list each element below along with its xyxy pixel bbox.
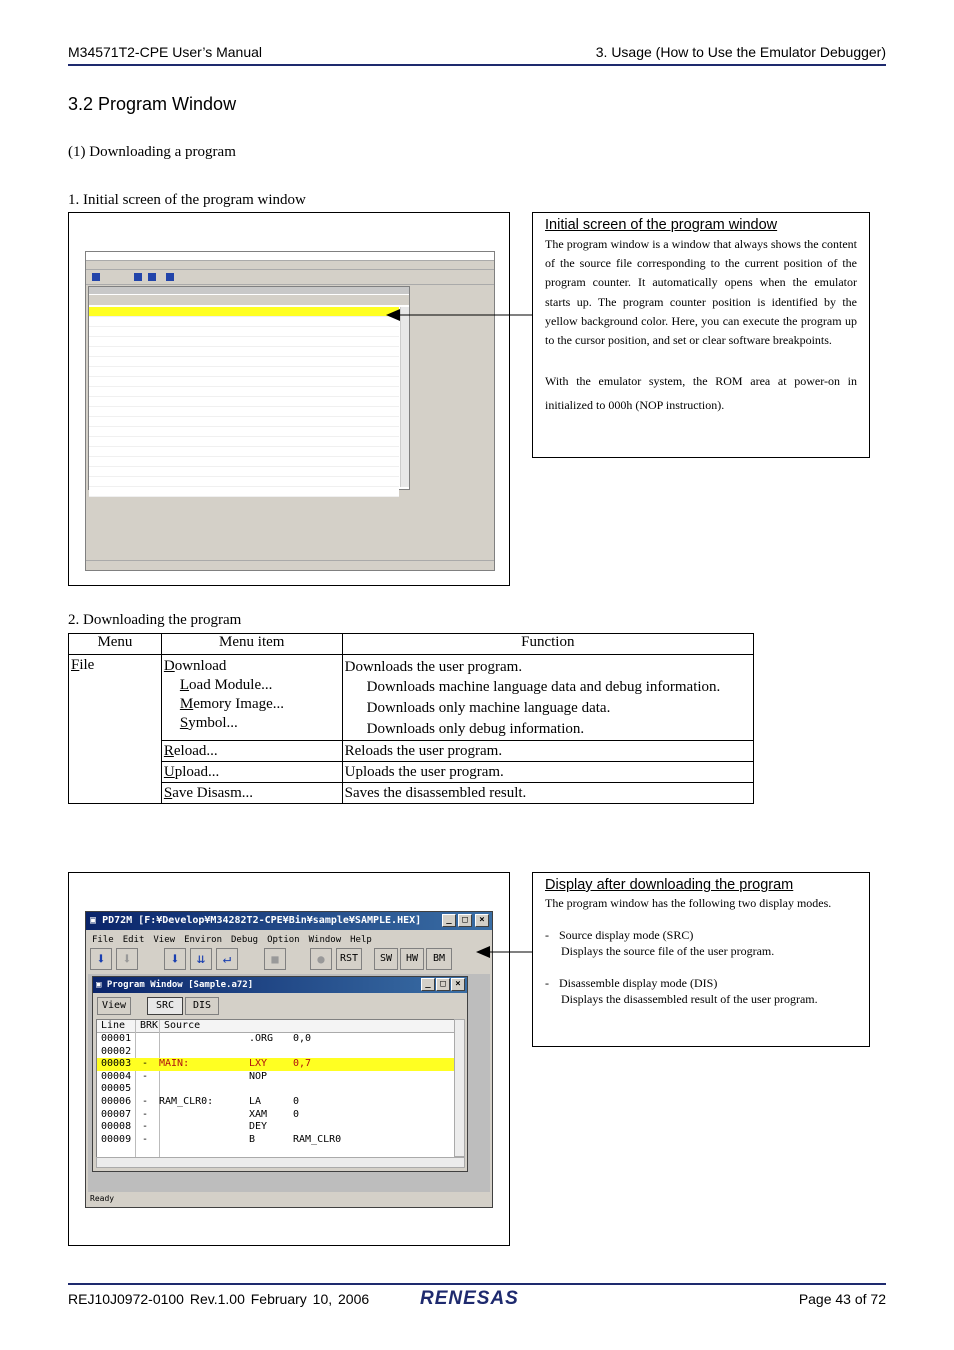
listing-row-small: [89, 467, 399, 477]
listing-row-small: [89, 407, 399, 417]
figure1-callout: [532, 212, 870, 458]
return-arrow-icon[interactable]: ↵: [216, 948, 238, 970]
listing-row[interactable]: [97, 1071, 455, 1084]
figure2-caption: 2. Downloading the program: [68, 612, 242, 628]
listing-brk: -: [142, 1108, 149, 1120]
figure1-callout-title: Initial screen of the program window: [545, 217, 778, 233]
listing-op: DEY: [249, 1121, 268, 1133]
status-bar: [88, 1193, 490, 1205]
menu-item-save-disasm: Save Disasm...: [161, 783, 342, 804]
listing-line: 00009: [101, 1133, 132, 1145]
table-header-function: Function: [342, 634, 753, 655]
section-title: 3.2 Program Window: [68, 94, 237, 114]
listing-arg: 0: [293, 1108, 300, 1120]
footer-rule: [68, 1283, 886, 1285]
column-brk: BRK: [140, 1020, 159, 1031]
menu-help[interactable]: Help: [350, 935, 372, 945]
listing-brk: -: [142, 1070, 149, 1082]
menu-option[interactable]: Option: [267, 935, 300, 945]
over-arrow-icon: [148, 273, 156, 281]
listing-brk: -: [142, 1096, 149, 1107]
app-window: [85, 911, 493, 1208]
figure3-callout-intro: The program window has the following two display modes.: [545, 896, 832, 910]
menu-debug[interactable]: Debug: [231, 935, 259, 945]
src-button[interactable]: SRC: [147, 997, 183, 1015]
listing-row-small: [89, 377, 399, 387]
listing-line: 00002: [101, 1045, 132, 1057]
over-arrow-icon[interactable]: ⇊: [190, 948, 212, 970]
listing-row[interactable]: [97, 1033, 455, 1046]
step-arrow-icon: [134, 273, 142, 281]
mode-dis-item: - Disassemble display mode (DIS) Displays the disassembled result of the user program.: [545, 975, 857, 1007]
program-window: [92, 976, 468, 1172]
listing-row[interactable]: [97, 1109, 455, 1122]
listing-op: XAM: [249, 1108, 268, 1120]
menu-environ[interactable]: Environ: [184, 935, 222, 945]
menu-item-upload: Upload...: [161, 762, 342, 783]
program-window-icon: ▣: [96, 980, 102, 990]
subsection-title: (1) Downloading a program: [68, 144, 236, 160]
step-arrow-icon[interactable]: ⬇: [164, 948, 186, 970]
app-icon: ▣: [90, 915, 97, 926]
menu-item-memory-image: Memory Image...: [179, 696, 285, 712]
header-manual-title: M34571T2-CPE User’s Manual: [68, 44, 263, 60]
program-window-titlebar: [93, 977, 467, 993]
listing-line: 00008: [101, 1121, 132, 1133]
listing-line: 00007: [101, 1108, 132, 1120]
listing-row-small: [89, 357, 399, 367]
function-download-group: [342, 655, 753, 741]
program-window-toolbar-small: [89, 295, 409, 305]
app-toolbar: [90, 948, 486, 972]
listing-label: RAM_CLR0:: [159, 1096, 214, 1107]
listing-label: MAIN:: [159, 1058, 190, 1070]
horizontal-scrollbar[interactable]: [96, 1157, 465, 1168]
figure3-frame: [68, 872, 510, 1246]
listing-line: 00006: [101, 1096, 132, 1107]
return-arrow-icon: [166, 273, 174, 281]
listing-op: LA: [249, 1096, 262, 1107]
table-header-menu-item: Menu item: [161, 634, 342, 655]
mode-src-item: - Source display mode (SRC) Displays the source file of the user program.: [545, 927, 857, 959]
menu-item-load-module: Load Module...: [179, 677, 273, 693]
app-client-area: [88, 974, 490, 1192]
reset-cpu-icon[interactable]: ●: [310, 948, 332, 970]
program-window-titlebar-small: [89, 287, 409, 294]
listing-brk: -: [142, 1058, 149, 1070]
download-arrow-icon: [92, 273, 100, 281]
figure3-callout-title: Display after downloading the program: [545, 877, 794, 893]
vertical-scrollbar[interactable]: [454, 1019, 465, 1157]
listing-line: 00001: [101, 1033, 132, 1044]
rst-button[interactable]: RST: [336, 948, 362, 970]
menu-view[interactable]: View: [153, 935, 176, 945]
listing-row-small: [89, 427, 399, 437]
listing-line: 00004: [101, 1070, 132, 1082]
figure1-caption: 1. Initial screen of the program window: [68, 192, 306, 208]
listing-row-small: [89, 317, 399, 327]
header-chapter-title: 3. Usage (How to Use the Emulator Debugger): [595, 44, 886, 60]
listing-brk: -: [142, 1133, 149, 1145]
renesas-logo: RENESAS: [420, 1288, 519, 1309]
app-menubar: [92, 932, 381, 944]
sub-close-icon[interactable]: ×: [451, 978, 465, 991]
app-title: PD72M [F:¥Develop¥M34282T2-CPE¥Bin¥sample¥SAMPLE.HEX]: [102, 915, 422, 926]
listing-row[interactable]: [97, 1121, 455, 1134]
function-load-module: Downloads machine language data and debug information.: [366, 679, 721, 695]
header-rule: [68, 64, 886, 66]
column-line: Line: [101, 1020, 126, 1031]
minimize-icon[interactable]: _: [442, 914, 456, 927]
program-window-title: Program Window [Sample.a72]: [106, 980, 254, 990]
listing-brk: -: [142, 1121, 149, 1133]
view-button[interactable]: View: [97, 997, 131, 1015]
function-memory-image: Downloads only machine language data.: [366, 700, 611, 716]
listing-op: LXY: [249, 1058, 268, 1070]
sw-button[interactable]: SW: [374, 948, 398, 970]
bm-button[interactable]: BM: [426, 948, 452, 970]
listing-row[interactable]: [97, 1134, 455, 1147]
menu-table: [68, 633, 754, 804]
sub-maximize-icon[interactable]: □: [436, 978, 450, 991]
figure1-callout-note: With the emulator system, the ROM area at power-on in initialized to 000h (NOP instruction).: [545, 374, 857, 413]
listing-line: 00005: [101, 1083, 132, 1095]
menu-item-download-group: [161, 655, 342, 741]
close-icon[interactable]: ×: [475, 914, 489, 927]
menu-item-download: Download: [163, 658, 227, 674]
app-titlebar: [86, 912, 492, 930]
listing-row-small: [89, 347, 399, 357]
menu-file[interactable]: File: [92, 935, 114, 945]
footer-document-id: REJ10J0972-0100 Rev.1.00 February 10, 2006: [68, 1291, 370, 1307]
mode-src-desc: Displays the source file of the user program.: [561, 944, 775, 958]
status-bar-small: [86, 560, 494, 570]
function-reload: Reloads the user program.: [342, 741, 753, 762]
callout-arrow-1: [380, 305, 540, 325]
download-arrow-icon[interactable]: ⬇: [90, 948, 112, 970]
mode-dis-title: Disassemble display mode (DIS): [559, 976, 718, 990]
listing-row-small: [89, 387, 399, 397]
listing-row[interactable]: [97, 1058, 455, 1071]
listing-row-small: [89, 307, 399, 317]
listing-row-small: [89, 417, 399, 427]
figure1-frame: [68, 212, 510, 586]
listing-arg: 0,7: [293, 1058, 312, 1070]
listing-row[interactable]: [97, 1096, 455, 1109]
menu-window[interactable]: Window: [308, 935, 342, 945]
source-listing[interactable]: [96, 1019, 456, 1159]
figure1-screenshot: [85, 251, 495, 571]
listing-op: NOP: [249, 1070, 268, 1082]
app-titlebar-small: [86, 252, 494, 261]
listing-op: .ORG: [249, 1033, 274, 1044]
upload-arrow-icon[interactable]: ⬇: [116, 948, 138, 970]
listing-row-small: [89, 367, 399, 377]
listing-row-small: [89, 327, 399, 337]
callout-arrow-2: [470, 942, 540, 962]
listing-row[interactable]: [97, 1083, 455, 1096]
listing-row-small: [89, 447, 399, 457]
maximize-icon[interactable]: □: [458, 914, 472, 927]
app-menubar-small: [86, 261, 494, 270]
dis-button[interactable]: DIS: [185, 997, 219, 1015]
listing-arg: RAM_CLR0: [293, 1133, 342, 1145]
listing-rows: [97, 1033, 455, 1155]
function-symbol: Downloads only debug information.: [366, 721, 585, 737]
program-window-rows-small: [89, 307, 399, 487]
listing-line: 00003: [101, 1058, 132, 1070]
function-save-disasm: Saves the disassembled result.: [342, 783, 753, 804]
listing-arg: 0,0: [293, 1033, 312, 1044]
listing-row-small: [89, 437, 399, 447]
scrollbar-small: [400, 307, 409, 487]
sub-minimize-icon[interactable]: _: [421, 978, 435, 991]
listing-arg: 0: [293, 1096, 300, 1107]
figure1-callout-text: The program window is a window that always shows the content of the source file corresponding to the current position of the program counter. It automatically opens when the emulator starts up. The program counter position is identified by the yellow background color. Here, you can execute the program up to the cursor position, and set or clear software breakpoints.: [545, 237, 857, 348]
function-upload: Uploads the user program.: [342, 762, 753, 783]
menu-file: File: [69, 655, 162, 804]
function-download: Downloads the user program.: [344, 659, 523, 675]
listing-row-small: [89, 337, 399, 347]
program-window-small: [88, 286, 410, 490]
listing-row-small: [89, 457, 399, 467]
listing-row-small: [89, 397, 399, 407]
listing-row-small: [89, 487, 399, 497]
menu-item-reload: Reload...: [161, 741, 342, 762]
stop-icon[interactable]: ■: [264, 948, 286, 970]
mode-src-title: Source display mode (SRC): [559, 928, 694, 942]
mode-dis-desc: Displays the disassembled result of the user program.: [561, 992, 818, 1006]
footer-page-number: Page 43 of 72: [798, 1291, 886, 1307]
hw-button[interactable]: HW: [400, 948, 424, 970]
figure3-callout: [532, 872, 870, 1047]
listing-row-small: [89, 477, 399, 487]
status-text: Ready: [90, 1194, 115, 1203]
listing-op: B: [249, 1133, 256, 1145]
listing-row[interactable]: [97, 1046, 455, 1059]
listing-header: [97, 1020, 455, 1033]
menu-item-symbol: Symbol...: [179, 715, 238, 731]
table-header-menu: Menu: [69, 634, 162, 655]
menu-edit[interactable]: Edit: [122, 935, 145, 945]
column-source: Source: [164, 1020, 201, 1031]
app-toolbar-small: [86, 270, 494, 285]
